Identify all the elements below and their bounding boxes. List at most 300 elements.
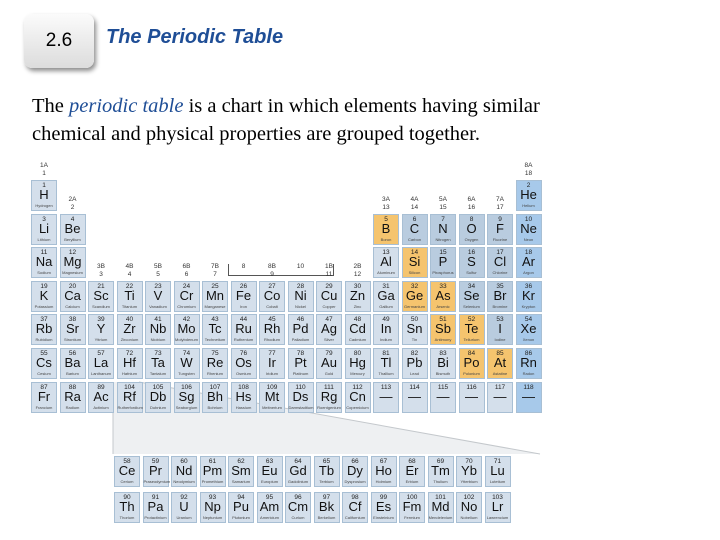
element-cell-aluminum	[373, 247, 399, 278]
atomic-number: 67	[379, 458, 388, 465]
element-name: Oxygen	[464, 236, 479, 242]
group-label-11	[316, 263, 342, 279]
group-label-iupac: 2	[70, 203, 75, 211]
element-name: Promethium	[201, 479, 224, 484]
element-name: Antimony	[434, 337, 452, 343]
element-cell-xenon	[516, 314, 542, 345]
fblock-cell-ytterbium	[456, 456, 482, 487]
element-cell-nitrogen	[430, 214, 456, 245]
element-symbol: Os	[235, 355, 252, 370]
element-symbol: Te	[464, 321, 479, 337]
element-symbol: Nd	[175, 463, 193, 478]
group-label-iupac: 4	[127, 270, 132, 278]
group-label-iupac: 1	[42, 170, 46, 177]
atomic-number: 78	[296, 350, 305, 357]
group-label-10	[288, 263, 314, 271]
element-symbol: Au	[321, 355, 337, 370]
atomic-number: 76	[239, 350, 248, 357]
atomic-number: 64	[294, 458, 302, 465]
element-name: Gadolinium	[287, 479, 309, 484]
group-label-old: 4B	[125, 262, 134, 270]
element-cell-actinium	[88, 382, 114, 413]
atomic-number: 52	[467, 316, 476, 324]
group-label-iupac: 3	[99, 270, 103, 278]
element-cell-hassium	[231, 382, 257, 413]
element-name: Arsenic	[436, 303, 450, 309]
element-name: Platinum	[292, 371, 309, 376]
element-cell-cobalt	[259, 281, 285, 312]
element-name: Helium	[522, 203, 535, 208]
element-name: Cesium	[37, 371, 51, 376]
fblock-cell-promethium	[200, 456, 226, 487]
element-symbol: Cm	[287, 499, 309, 514]
element-symbol: Pt	[294, 355, 307, 370]
atomic-number: 80	[353, 350, 362, 357]
atomic-number: 18	[524, 249, 533, 257]
atomic-number: 118	[523, 383, 534, 391]
fblock-cell-dysprosium	[342, 456, 368, 487]
element-cell-astatine	[487, 348, 513, 379]
element-symbol: Cd	[349, 321, 366, 337]
element-symbol: Mt	[264, 388, 280, 404]
element-symbol: K	[39, 287, 49, 303]
element-symbol: Ru	[235, 321, 252, 337]
element-name: Bohrium	[207, 404, 223, 410]
element-symbol: Es	[375, 499, 392, 514]
element-cell-vanadium	[145, 281, 171, 312]
element-cell-mercury	[345, 348, 371, 379]
element-name: Xenon	[522, 337, 535, 343]
group-label-16	[459, 196, 485, 212]
element-cell-chlorine	[487, 247, 513, 278]
element-cell-rhodium	[259, 314, 285, 345]
group-label-iupac: 8	[241, 262, 246, 270]
element-name: Nobelium	[460, 515, 478, 520]
atomic-number: 8	[469, 215, 474, 223]
element-symbol: Ho	[375, 463, 392, 478]
element-cell-magnesium	[60, 247, 86, 278]
element-cell-scandium	[88, 281, 114, 312]
element-cell-iron	[231, 281, 257, 312]
element-symbol: W	[180, 355, 193, 370]
element-symbol: Ge	[405, 287, 424, 303]
group-label-old: 1B	[325, 262, 333, 270]
group-label-5	[145, 263, 171, 279]
element-symbol: Ds	[292, 388, 309, 404]
group-label-14	[402, 196, 428, 212]
atomic-number: 21	[97, 282, 105, 290]
atomic-number: 25	[211, 282, 219, 290]
element-symbol: Tb	[318, 463, 335, 478]
element-symbol: Ce	[118, 463, 136, 478]
element-symbol: Sm	[231, 463, 251, 478]
group-label-old: 8B	[268, 262, 276, 270]
element-symbol: La	[93, 355, 109, 370]
element-symbol: Eu	[261, 463, 278, 478]
fblock-cell-californium	[342, 492, 368, 523]
element-name: Actinium	[93, 404, 109, 410]
group-label-old: 6B	[182, 262, 191, 270]
element-name: Cerium	[120, 479, 134, 484]
element-name: Manganese	[204, 303, 226, 309]
element-cell-roentgenium	[316, 382, 342, 413]
element-name: Berkelium	[317, 515, 336, 520]
element-symbol: Pa	[147, 499, 164, 514]
element-symbol: Mn	[205, 287, 225, 303]
element-cell-iodine	[487, 314, 513, 345]
fblock-cell-holmium	[371, 456, 397, 487]
atomic-number: 85	[496, 350, 504, 357]
element-cell-boron	[373, 214, 399, 245]
element-cell-meitnerium	[259, 382, 285, 413]
element-name: Iodine	[494, 337, 506, 343]
element-cell-helium	[516, 180, 542, 211]
atomic-number: 117	[494, 383, 506, 391]
element-name: Tantalum	[149, 371, 167, 376]
atomic-number: 101	[435, 494, 446, 501]
element-cell-element-117	[487, 382, 513, 413]
atomic-number: 103	[492, 494, 503, 501]
atomic-number: 92	[180, 494, 188, 501]
element-cell-cesium	[31, 348, 57, 379]
element-cell-palladium	[288, 314, 314, 345]
atomic-number: 50	[410, 316, 419, 324]
group-label-15	[430, 196, 456, 212]
element-name: Fluorine	[492, 236, 508, 242]
atomic-number: 28	[296, 282, 305, 290]
atomic-number: 59	[151, 458, 160, 465]
element-symbol: Ne	[520, 220, 537, 236]
section-number: 2.6	[45, 30, 73, 51]
element-name: Nickel	[295, 303, 306, 309]
atomic-number: 96	[294, 494, 302, 501]
atomic-number: 31	[382, 282, 390, 290]
atomic-number: 60	[180, 458, 188, 465]
element-name: Hydrogen	[35, 203, 53, 208]
element-symbol: —	[408, 388, 421, 404]
group-label-3	[88, 263, 114, 279]
element-symbol: Po	[463, 355, 480, 370]
element-cell-manganese	[202, 281, 228, 312]
element-symbol: Rh	[263, 321, 281, 337]
element-name: Lawrencium	[486, 515, 509, 520]
element-cell-tantalum	[145, 348, 171, 379]
atomic-number: 2	[526, 182, 531, 189]
element-cell-rhenium	[202, 348, 228, 379]
element-name: Copper	[322, 303, 336, 309]
element-name: Lead	[410, 371, 419, 376]
element-name: Gold	[324, 371, 334, 376]
element-name: Krypton	[521, 303, 536, 309]
atomic-number: 55	[40, 350, 48, 357]
element-name: Seaborgium	[175, 404, 198, 410]
element-name: Titanium	[121, 303, 138, 309]
element-name: Uranium	[176, 515, 192, 520]
atomic-number: 100	[406, 494, 418, 501]
element-cell-bismuth	[430, 348, 456, 379]
element-name: Francium	[35, 404, 53, 410]
atomic-number: 56	[68, 350, 77, 357]
element-symbol: Ti	[124, 287, 135, 303]
element-name: Sulfur	[466, 270, 477, 276]
atomic-number: 10	[524, 215, 533, 223]
element-cell-arsenic	[430, 281, 456, 312]
group-label-iupac: 12	[353, 270, 362, 278]
fblock-cell-samarium	[228, 456, 254, 487]
element-cell-element-118	[516, 382, 542, 413]
group-label-iupac: 18	[524, 170, 533, 177]
element-name: Germanium	[404, 303, 425, 309]
element-symbol: Ba	[64, 355, 81, 370]
element-cell-indium	[373, 314, 399, 345]
fblock-cell-terbium	[314, 456, 340, 487]
element-symbol: As	[435, 287, 451, 303]
atomic-number: 23	[154, 282, 162, 290]
element-name: Einsteinium	[373, 515, 394, 520]
element-symbol: Fe	[235, 287, 252, 303]
atomic-number: 42	[182, 316, 191, 324]
atomic-number: 11	[40, 249, 48, 257]
group-label-9	[259, 263, 285, 279]
element-symbol: At	[493, 355, 507, 370]
element-symbol: Rg	[320, 388, 338, 404]
atomic-number: 49	[382, 316, 390, 324]
element-name: Neodymium	[173, 479, 195, 484]
atomic-number: 57	[97, 350, 105, 357]
element-symbol: Pb	[406, 355, 423, 370]
intro-line2: chemical and physical properties are grouped together.	[32, 123, 480, 145]
element-cell-calcium	[60, 281, 86, 312]
atomic-number: 95	[265, 494, 274, 501]
fblock-cell-uranium	[171, 492, 197, 523]
element-symbol: Cf	[348, 499, 362, 514]
element-symbol: Na	[35, 254, 53, 270]
element-cell-polonium	[459, 348, 485, 379]
element-symbol: Gd	[289, 463, 307, 478]
atomic-number: 73	[154, 350, 162, 357]
element-symbol: He	[520, 187, 537, 202]
element-name: Dysprosium	[344, 479, 366, 484]
element-symbol: Mo	[177, 321, 196, 337]
element-cell-phosphorus	[430, 247, 456, 278]
element-symbol: Pu	[233, 499, 249, 514]
element-name: Neon	[523, 236, 534, 242]
atomic-number: 66	[351, 458, 359, 465]
element-cell-sulfur	[459, 247, 485, 278]
atomic-number: 97	[322, 494, 331, 501]
element-symbol: In	[380, 321, 392, 337]
element-name: Carbon	[407, 236, 422, 242]
element-cell-krypton	[516, 281, 542, 312]
element-symbol: Yb	[461, 463, 477, 478]
element-name: Aluminum	[377, 270, 395, 276]
element-symbol: U	[179, 499, 189, 514]
atomic-number: 106	[181, 383, 192, 391]
element-symbol: Nb	[149, 321, 167, 337]
element-symbol: Dy	[347, 463, 363, 478]
element-symbol: Sb	[435, 321, 451, 337]
element-cell-hydrogen	[31, 180, 57, 211]
group-label-iupac: 9	[270, 270, 274, 278]
atomic-number: 84	[467, 350, 476, 357]
element-symbol: Sg	[178, 388, 195, 404]
group-label-old: 3A	[382, 195, 390, 203]
element-symbol: Rf	[123, 388, 136, 404]
element-name: Strontium	[63, 337, 82, 343]
atomic-number: 17	[496, 249, 504, 257]
atomic-number: 16	[467, 249, 476, 257]
element-name: Americium	[260, 515, 279, 520]
atomic-number: 29	[325, 282, 333, 290]
fblock-cell-mendelevium	[428, 492, 454, 523]
element-name: Magnesium	[62, 270, 83, 276]
atomic-number: 87	[40, 383, 48, 391]
element-name: Thorium	[119, 515, 135, 520]
atomic-number: 27	[268, 282, 276, 290]
element-symbol: Se	[463, 287, 480, 303]
element-cell-fluorine	[487, 214, 513, 245]
element-symbol: Cn	[349, 388, 366, 404]
group-label-old: 2B	[353, 262, 362, 270]
atomic-number: 93	[208, 494, 217, 501]
element-symbol: Am	[259, 499, 280, 514]
element-name: Rubidium	[35, 337, 53, 343]
element-symbol: O	[466, 220, 477, 236]
group-label-18	[516, 162, 542, 178]
element-cell-rutherfordium	[117, 382, 143, 413]
element-symbol: Re	[206, 355, 224, 370]
atomic-number: 24	[182, 282, 191, 290]
element-name: Calcium	[65, 303, 80, 309]
element-name: Rhenium	[206, 371, 223, 376]
atomic-number: 48	[353, 316, 362, 324]
element-symbol: Xe	[520, 321, 537, 337]
fblock-cell-americium	[257, 492, 283, 523]
group-label-old: 3B	[97, 262, 105, 270]
element-symbol: Ta	[151, 355, 165, 370]
element-cell-selenium	[459, 281, 485, 312]
element-cell-hafnium	[117, 348, 143, 379]
element-cell-copper	[316, 281, 342, 312]
element-name: Indium	[379, 337, 392, 343]
group-label-old: 5A	[439, 195, 447, 203]
element-name: Protactinium	[144, 515, 167, 520]
fblock-cell-einsteinium	[371, 492, 397, 523]
element-name: Mercury	[350, 371, 365, 376]
element-symbol: V	[153, 287, 163, 303]
element-name: Cadmium	[348, 337, 367, 343]
element-symbol: Li	[38, 220, 50, 236]
element-symbol: Rn	[520, 355, 537, 370]
element-cell-nickel	[288, 281, 314, 312]
element-cell-lanthanum	[88, 348, 114, 379]
element-symbol: —	[436, 388, 450, 404]
element-name: Silicon	[408, 270, 421, 276]
element-symbol: Sc	[93, 287, 109, 303]
element-name: Rhodium	[263, 337, 280, 343]
element-symbol: I	[498, 321, 502, 337]
element-cell-argon	[516, 247, 542, 278]
element-cell-oxygen	[459, 214, 485, 245]
element-symbol: Bh	[207, 388, 223, 404]
element-symbol: Pr	[149, 463, 162, 478]
group-label-old: 7B	[211, 262, 219, 270]
atomic-number: 45	[268, 316, 276, 324]
element-name: Nitrogen	[435, 236, 451, 242]
group-label-17	[487, 196, 513, 212]
atomic-number: 20	[68, 282, 77, 290]
group-label-old: 5B	[154, 262, 162, 270]
atomic-number: 6	[412, 215, 417, 223]
atomic-number: 37	[40, 316, 48, 324]
group-label-iupac: 13	[382, 203, 390, 211]
element-name: Dubnium	[149, 404, 166, 410]
element-cell-niobium	[145, 314, 171, 345]
element-name: Neptunium	[202, 515, 223, 520]
atomic-number: 115	[437, 383, 449, 391]
element-symbol: —	[493, 388, 507, 404]
group-label-12	[345, 263, 371, 279]
element-symbol: F	[496, 220, 504, 236]
element-name: Beryllium	[64, 236, 81, 242]
element-symbol: Bk	[318, 499, 335, 514]
element-cell-tungsten	[174, 348, 200, 379]
element-symbol: Si	[408, 254, 421, 270]
element-name: Lithium	[37, 236, 51, 242]
element-symbol: Np	[204, 499, 221, 514]
element-name: Silver	[323, 337, 334, 343]
element-name: Astatine	[492, 371, 508, 376]
fblock-cell-protactinium	[143, 492, 169, 523]
fblock-cell-gadolinium	[285, 456, 311, 487]
atomic-number: 26	[239, 282, 248, 290]
atomic-number: 79	[325, 350, 333, 357]
element-name: Radium	[65, 404, 80, 410]
element-cell-neon	[516, 214, 542, 245]
element-symbol: Ar	[522, 254, 535, 270]
atomic-number: 65	[322, 458, 331, 465]
group-label-6	[174, 263, 200, 279]
element-name: Cobalt	[266, 303, 278, 309]
element-name: Vanadium	[149, 303, 167, 309]
element-symbol: Fm	[402, 499, 422, 514]
element-name: Plutonium	[232, 515, 250, 520]
element-cell-element-113	[373, 382, 399, 413]
atomic-number: 70	[465, 458, 473, 465]
element-name: Lanthanum	[90, 371, 111, 376]
atomic-number: 51	[439, 316, 447, 324]
atomic-number: 22	[125, 282, 134, 290]
element-symbol: B	[381, 220, 391, 236]
atomic-number: 34	[467, 282, 476, 290]
fblock-cell-fermium	[399, 492, 425, 523]
atomic-number: 36	[524, 282, 533, 290]
element-symbol: N	[438, 220, 448, 236]
element-cell-sodium	[31, 247, 57, 278]
atomic-number: 15	[439, 249, 447, 257]
element-symbol: Ga	[377, 287, 395, 303]
element-name: Ruthenium	[233, 337, 254, 343]
element-name: Osmium	[236, 371, 251, 376]
element-symbol: No	[460, 499, 478, 514]
element-cell-radium	[60, 382, 86, 413]
element-name: Thallium	[378, 371, 394, 376]
atomic-number: 113	[380, 383, 392, 391]
element-name: Radon	[522, 371, 535, 376]
element-name: Sodium	[37, 270, 51, 276]
element-symbol: Ac	[93, 388, 109, 404]
element-name: Ytterbium	[460, 479, 478, 484]
